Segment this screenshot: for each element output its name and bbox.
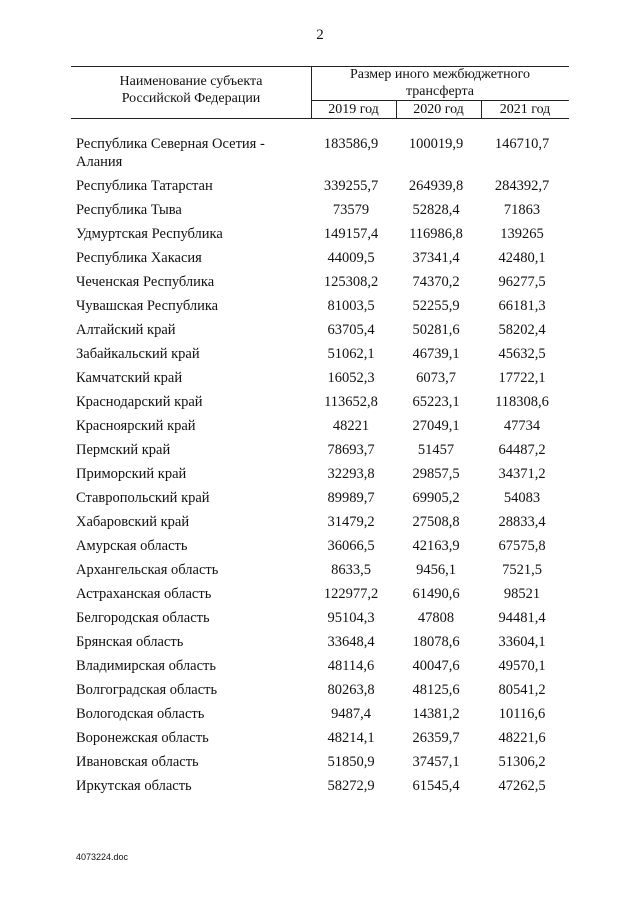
value-2021: 58202,4 <box>498 322 546 338</box>
value-2019: 58272,9 <box>327 778 375 794</box>
value-2019: 89989,7 <box>327 490 375 506</box>
value-2021: 17722,1 <box>498 370 546 386</box>
table-row <box>0 777 640 801</box>
region-name: Алтайский край <box>76 322 176 338</box>
value-2019: 73579 <box>332 202 370 218</box>
table-row <box>0 705 640 729</box>
table-row <box>0 681 640 705</box>
value-2020: 37457,1 <box>412 754 460 770</box>
value-2020: 9456,1 <box>416 562 456 578</box>
value-2020: 18078,6 <box>412 634 460 650</box>
table-row <box>0 273 640 297</box>
value-2020: 40047,6 <box>412 658 460 674</box>
value-2019: 33648,4 <box>327 634 375 650</box>
subject-header-line-2: Российской Федерации <box>121 91 261 106</box>
region-name: Владимирская область <box>76 658 216 674</box>
region-name: Белгородская область <box>76 610 210 626</box>
year-header-2019: 2019 год <box>328 102 379 117</box>
value-2021: 7521,5 <box>502 562 542 578</box>
value-2021: 139265 <box>500 226 544 242</box>
table-body <box>0 135 640 801</box>
value-2019: 48114,6 <box>327 658 375 674</box>
value-2021: 48221,6 <box>498 730 546 746</box>
region-name: Вологодская область <box>76 706 205 722</box>
value-2019: 36066,5 <box>327 538 375 554</box>
value-2019: 339255,7 <box>323 178 379 194</box>
table-row <box>0 513 640 537</box>
value-2021: 71863 <box>503 202 541 218</box>
value-2020: 46739,1 <box>412 346 460 362</box>
header-bottom-rule <box>71 118 569 119</box>
value-2020: 29857,5 <box>412 466 460 482</box>
value-2020: 264939,8 <box>408 178 464 194</box>
value-2019: 51850,9 <box>327 754 375 770</box>
value-2021: 80541,2 <box>498 682 546 698</box>
value-2019: 125308,2 <box>323 274 379 290</box>
value-2019: 122977,2 <box>323 586 379 602</box>
table-row <box>0 321 640 345</box>
region-name: Республика Татарстан <box>76 178 213 194</box>
region-name: Чеченская Республика <box>76 274 215 290</box>
value-2020: 26359,7 <box>412 730 460 746</box>
value-2021: 45632,5 <box>498 346 546 362</box>
value-2019: 48214,1 <box>327 730 375 746</box>
region-name: Астраханская область <box>76 586 212 602</box>
region-name: Архангельская область <box>76 562 219 578</box>
value-2021: 28833,4 <box>498 514 546 530</box>
value-2020: 51457 <box>417 442 455 458</box>
value-2020: 48125,6 <box>412 682 460 698</box>
value-2021: 96277,5 <box>498 274 546 290</box>
region-name: Чувашская Республика <box>76 298 219 314</box>
region-name: Воронежская область <box>76 730 209 746</box>
value-2020: 6073,7 <box>416 370 456 386</box>
value-2020: 47808 <box>417 610 455 626</box>
value-2019: 51062,1 <box>327 346 375 362</box>
value-2019: 8633,5 <box>331 562 371 578</box>
subject-column-header <box>71 73 311 107</box>
value-2019: 9487,4 <box>331 706 371 722</box>
value-2020: 42163,9 <box>412 538 460 554</box>
value-2020: 52828,4 <box>412 202 460 218</box>
region-name: Иркутская область <box>76 778 192 794</box>
size-header-line-1: Размер иного межбюджетного <box>349 67 531 82</box>
region-name: Республика Тыва <box>76 202 182 218</box>
table-row <box>0 753 640 777</box>
value-2020: 52255,9 <box>412 298 460 314</box>
value-2021: 118308,6 <box>495 394 549 410</box>
table-row <box>0 561 640 585</box>
value-2021: 98521 <box>503 586 541 602</box>
value-2019: 113652,8 <box>324 394 378 410</box>
value-2020: 100019,9 <box>408 136 464 152</box>
value-2020: 116986,8 <box>409 226 463 242</box>
value-2021: 34371,2 <box>498 466 546 482</box>
value-2020: 65223,1 <box>412 394 460 410</box>
value-2021: 49570,1 <box>498 658 546 674</box>
value-2021: 64487,2 <box>498 442 546 458</box>
value-2019: 81003,5 <box>327 298 375 314</box>
region-name-line-1: Республика Северная Осетия - <box>76 136 265 152</box>
value-2019: 149157,4 <box>323 226 379 242</box>
table-row <box>0 633 640 657</box>
region-name: Ивановская область <box>76 754 199 770</box>
table-row <box>0 657 640 681</box>
region-name: Амурская область <box>76 538 188 554</box>
value-2019: 31479,2 <box>327 514 375 530</box>
value-2021: 54083 <box>503 490 541 506</box>
region-name: Приморский край <box>76 466 187 482</box>
region-name: Республика Хакасия <box>76 250 202 266</box>
value-2021: 94481,4 <box>498 610 546 626</box>
table-row <box>0 489 640 513</box>
table-row <box>0 729 640 753</box>
value-2019: 95104,3 <box>327 610 375 626</box>
value-2020: 69905,2 <box>412 490 460 506</box>
value-2019: 80263,8 <box>327 682 375 698</box>
region-name: Пермский край <box>76 442 171 458</box>
value-2021: 66181,3 <box>498 298 546 314</box>
value-2020: 37341,4 <box>412 250 460 266</box>
table-row <box>0 225 640 249</box>
value-2020: 50281,6 <box>412 322 460 338</box>
value-2021: 42480,1 <box>498 250 546 266</box>
value-2021: 146710,7 <box>494 136 550 152</box>
table-row <box>0 585 640 609</box>
region-name <box>76 135 306 171</box>
value-2021: 10116,6 <box>498 706 546 722</box>
value-2021: 284392,7 <box>494 178 550 194</box>
size-header-line-2: трансферта <box>406 84 474 99</box>
table-row <box>0 537 640 561</box>
value-2019: 78693,7 <box>327 442 375 458</box>
table-row <box>0 177 640 201</box>
value-2020: 27508,8 <box>412 514 460 530</box>
region-name: Ставропольский край <box>76 490 210 506</box>
table-row <box>0 609 640 633</box>
page-number: 2 <box>316 27 324 43</box>
table-row <box>0 369 640 393</box>
table-row <box>0 249 640 273</box>
size-column-header <box>311 66 569 100</box>
region-name: Красноярский край <box>76 418 196 434</box>
value-2019: 16052,3 <box>327 370 375 386</box>
region-name: Забайкальский край <box>76 346 200 362</box>
value-2020: 27049,1 <box>412 418 460 434</box>
value-2019: 63705,4 <box>327 322 375 338</box>
table-row <box>0 465 640 489</box>
table-row <box>0 297 640 321</box>
year-header-2021: 2021 год <box>499 102 551 117</box>
value-2021: 47262,5 <box>498 778 546 794</box>
year-header-2020: 2020 год <box>413 102 464 117</box>
region-name: Удмуртская Республика <box>76 226 223 242</box>
value-2019: 48221 <box>332 418 370 434</box>
region-name: Краснодарский край <box>76 394 203 410</box>
subject-header-line-1: Наименование субъекта <box>119 74 263 89</box>
value-2021: 67575,8 <box>498 538 546 554</box>
value-2019: 32293,8 <box>327 466 375 482</box>
region-name: Брянская область <box>76 634 184 650</box>
region-name: Хабаровский край <box>76 514 190 530</box>
value-2020: 14381,2 <box>412 706 460 722</box>
value-2020: 74370,2 <box>412 274 460 290</box>
value-2021: 33604,1 <box>498 634 546 650</box>
value-2020: 61545,4 <box>412 778 460 794</box>
document-code: 4073224.doc <box>76 852 129 862</box>
table-row <box>0 393 640 417</box>
region-name: Камчатский край <box>76 370 183 386</box>
value-2020: 61490,6 <box>412 586 460 602</box>
value-2021: 47734 <box>503 418 541 434</box>
table-row <box>0 417 640 441</box>
table-row <box>0 345 640 369</box>
value-2019: 44009,5 <box>327 250 375 266</box>
region-name: Волгоградская область <box>76 682 218 698</box>
table-row <box>0 441 640 465</box>
table-row <box>0 201 640 225</box>
table-row <box>0 135 640 177</box>
value-2021: 51306,2 <box>498 754 546 770</box>
value-2019: 183586,9 <box>323 136 379 152</box>
region-name-line-2: Алания <box>76 154 123 170</box>
